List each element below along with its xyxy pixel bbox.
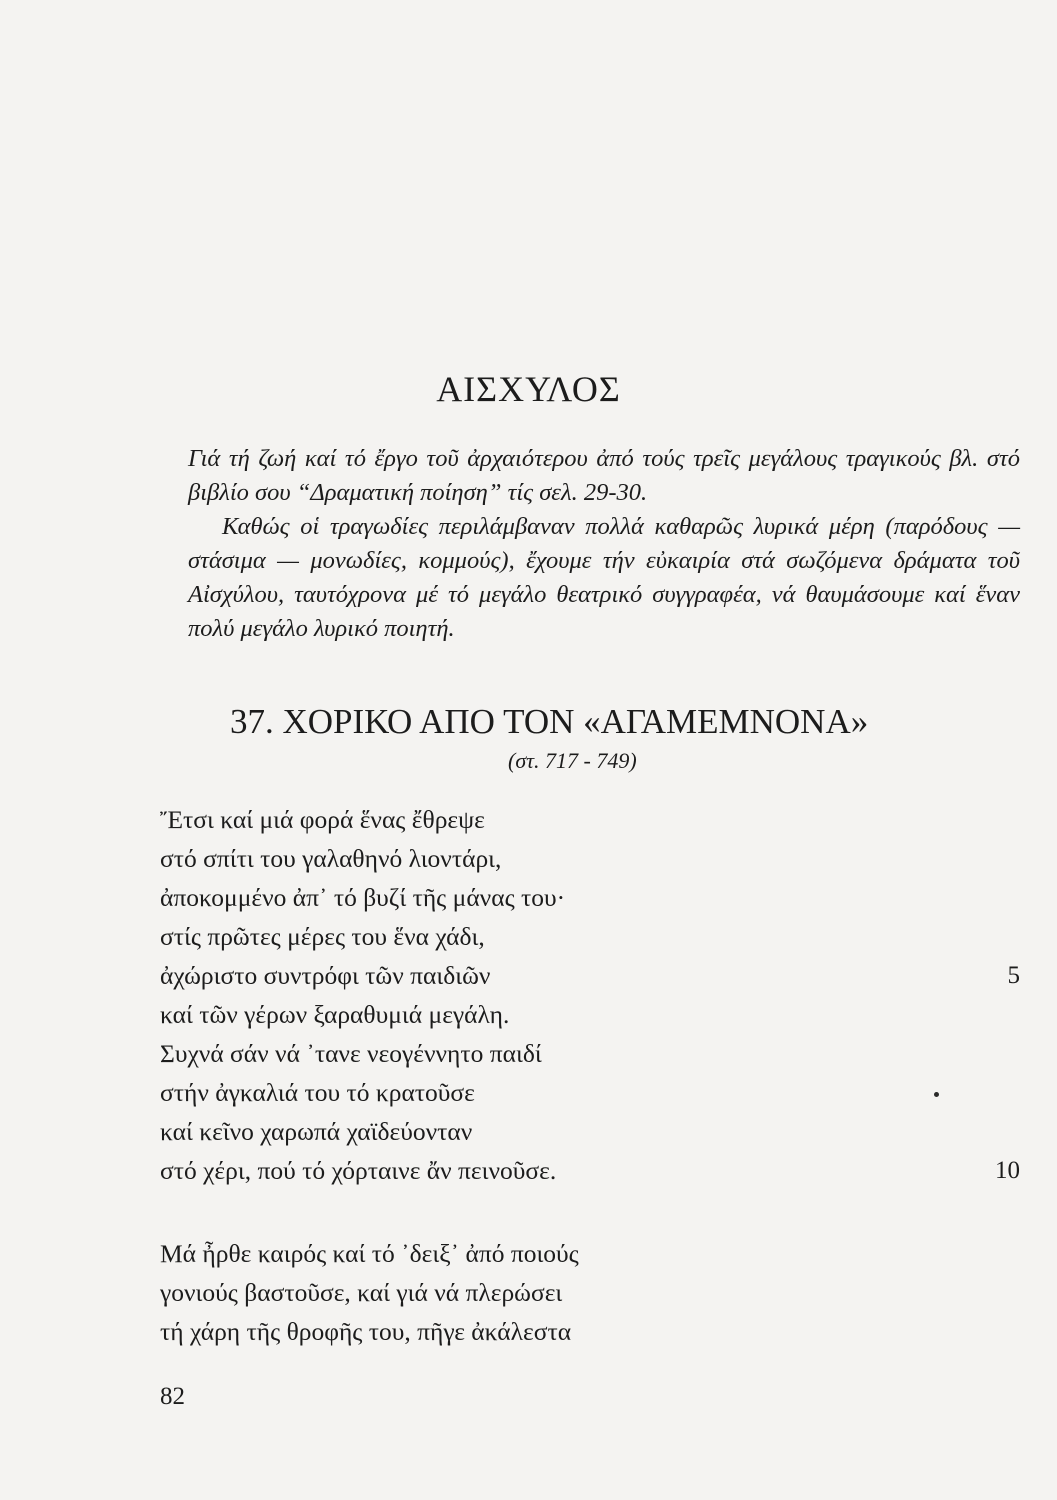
poem-line [160, 1151, 1020, 1190]
poem-line [160, 1112, 1020, 1151]
poem-line [160, 1312, 1020, 1351]
poem-title: 37. ΧΟΡΙΚΟ ΑΠΟ ΤΟΝ «ΑΓΑΜΕΜΝΟΝΑ» [230, 702, 869, 741]
poem-line [160, 878, 1020, 917]
poem-line-text: Ἔτσι καί μιά φορά ἕνας ἔθρεψε [160, 805, 485, 834]
poem-line-text: Μά ἦρθε καιρός καί τό ᾽δειξ᾽ ἀπό ποιούς [160, 1239, 579, 1268]
poem-line-text: καί κεῖνο χαρωπά χαϊδεύονταν [160, 1117, 473, 1146]
poem-line [160, 917, 1020, 956]
poem-line [160, 956, 1020, 995]
poem-line-text: γονιούς βαστοῦσε, καί γιά νά πλερώσει [160, 1278, 563, 1307]
poem-line-text: στό σπίτι του γαλαθηνό λιοντάρι, [160, 844, 502, 873]
poem-line-text: καί τῶν γέρων ξαραθυμιά μεγάλη. [160, 1000, 510, 1029]
print-speck [934, 1092, 939, 1097]
poem-line-text: στήν ἀγκαλιά του τό κρατοῦσε [160, 1078, 475, 1107]
poem-line [160, 1073, 1020, 1112]
verses-reference: (στ. 717 - 749) [508, 748, 637, 773]
poem-stanza [160, 1234, 1020, 1351]
poem-line [160, 1034, 1020, 1073]
poem-line [160, 1273, 1020, 1312]
line-number: 10 [995, 1157, 1020, 1184]
poem-line-text: ἀχώριστο συντρόφι τῶν παιδιῶν [160, 961, 491, 990]
intro-text [188, 442, 1020, 646]
poem-stanza [160, 800, 1020, 1190]
poem-line-text: ἀποκομμένο ἀπ᾽ τό βυζί τῆς μάνας του· [160, 883, 566, 912]
poem-line [160, 995, 1020, 1034]
poem-line-text: τή χάρη τῆς θροφῆς του, πῆγε ἀκάλεστα [160, 1317, 572, 1346]
line-number: 5 [1007, 962, 1020, 989]
poem-line-text: Συχνά σάν νά ᾽τανε νεογέννητο παιδί [160, 1039, 542, 1068]
intro-paragraph: Γιά τή ζωή καί τό ἔργο τοῦ ἀρχαιότερου ἀπό τούς τρεῖς μεγάλους τραγικούς βλ. στό βιβλίο σου “Δραματική ποίηση” τίς σελ. 29-30. [188, 445, 1020, 506]
poem-line-text: στίς πρῶτες μέρες του ἕνα χάδι, [160, 922, 485, 951]
poem-line [160, 1234, 1020, 1273]
poem-line [160, 800, 1020, 839]
author-heading: ΑΙΣΧΥΛΟΣ [436, 369, 621, 409]
poem-line-text: στό χέρι, πού τό χόρταινε ἄν πεινοῦσε. [160, 1156, 557, 1185]
page-number: 82 [160, 1383, 185, 1410]
intro-paragraph: Καθώς οἱ τραγωδίες περιλάμβαναν πολλά καθαρῶς λυρικά μέρη (παρόδους — στάσιμα — μονωδίες, κομμούς), ἔχουμε τήν εὐκαιρία στά σωζόμενα δράματα τοῦ Αἰσχύλου, ταυτόχρονα μέ τό μεγάλο θεατρικό συγγραφέα, νά θαυμάσουμε καί ἕναν πολύ μεγάλο λυρικό ποιητή. [188, 513, 1020, 642]
poem-line [160, 839, 1020, 878]
